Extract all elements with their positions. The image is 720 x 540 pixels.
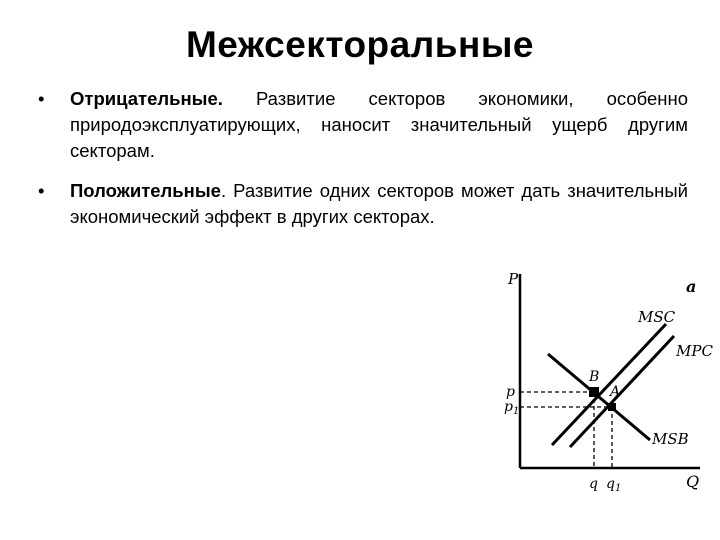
bullet-positive	[36, 178, 688, 230]
bullet-text-negative: Развитие секторов экономики, особенно природоэксплуатирующих, наносит значительный ущерб другим секторам.	[70, 88, 689, 161]
msc-curve	[552, 324, 666, 445]
bullet-heading-positive: Положительные	[70, 180, 221, 201]
bullet-heading-negative: Отрицательные.	[70, 88, 223, 109]
slide-title: Межсекторальные	[185, 24, 534, 65]
point-a-marker	[608, 403, 616, 411]
bullet-negative	[36, 86, 688, 164]
x-axis-label: Q	[686, 472, 700, 491]
quantity-q-label: q	[589, 476, 598, 492]
mpc-label: MPC	[676, 342, 713, 360]
msb-label: MSB	[652, 430, 689, 448]
bullet-list	[36, 86, 688, 230]
bullet-marker: •	[38, 180, 45, 201]
bullet-marker: •	[38, 88, 45, 109]
point-b-label: B	[589, 369, 600, 385]
msc-label: MSC	[638, 308, 676, 326]
externality-diagram	[496, 262, 713, 502]
y-axis-label: P	[508, 270, 519, 288]
price-p1-label: $p_1$	[504, 399, 520, 417]
point-a-label: A	[610, 384, 621, 400]
panel-label: a	[686, 277, 697, 296]
price-p-label: p	[506, 384, 515, 400]
quantity-q1-label: $q_1$	[606, 476, 622, 494]
point-b-marker	[589, 387, 599, 397]
bullet-heading-suffix: .	[220, 180, 227, 201]
bullet-text-positive: Развитие одних секторов может дать значительный экономический эффект в других секторах.	[70, 180, 689, 227]
